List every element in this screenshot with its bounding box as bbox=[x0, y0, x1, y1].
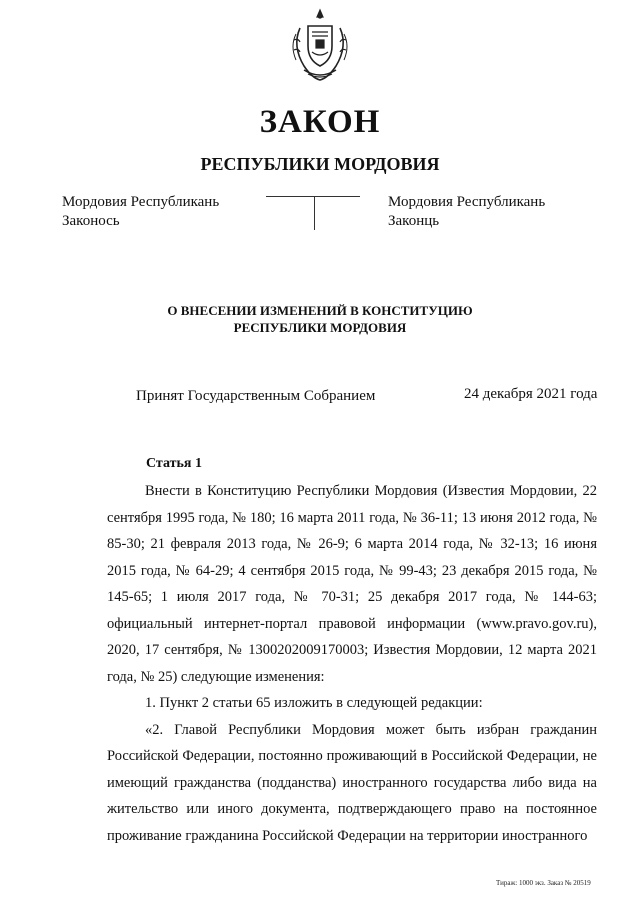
adopted-by: Принят Государственным Собранием bbox=[136, 388, 376, 404]
header-divider-vertical bbox=[314, 196, 315, 230]
left-language-title bbox=[62, 193, 219, 231]
right-language-line2: Законць bbox=[388, 213, 440, 229]
right-language-title bbox=[388, 193, 545, 231]
document-title bbox=[0, 302, 640, 336]
document-title-line2: РЕСПУБЛИКИ МОРДОВИЯ bbox=[233, 320, 407, 335]
right-language-line1: Мордовия Республикань bbox=[388, 194, 546, 210]
article-body bbox=[107, 478, 597, 849]
header-divider-horizontal bbox=[266, 196, 360, 197]
article-paragraph: Внести в Конституцию Республики Мордовия (Известия Мордовии, 22 сентября 1995 года, № 180; 16 марта 2011 года, № 36-11; 13 июня 2012 года, № 85-30; 21 февраля 2013 года, № 26-9; 6 марта 2014 года, № 32-13; 16 июня 2015 года, № 64-29; 4 сентября 2015 года, № 99-43; 23 декабря 2015 года, № 145-65; 1 июля 2017 года, № 70-31; 25 декабря 2017 года, № 144-63; официальный интернет-портал правовой информации (www.pravo.gov.ru), 2020, 17 сентября, № 1300202009170003; Известия Мордовии, 12 марта 2021 года, № 25) следующие изменения: bbox=[107, 483, 597, 685]
document-title-line1: О ВНЕСЕНИИ ИЗМЕНЕНИЙ В КОНСТИТУЦИЮ bbox=[167, 303, 473, 318]
adopted-date: 24 декабря 2021 года bbox=[464, 386, 598, 402]
republic-title: РЕСПУБЛИКИ МОРДОВИЯ bbox=[200, 154, 440, 174]
article-heading: Статья 1 bbox=[146, 456, 202, 471]
article-paragraph: 1. Пункт 2 статьи 65 изложить в следующей редакции: bbox=[145, 695, 483, 711]
article-paragraph: «2. Главой Республики Мордовия может быть избран гражданин Российской Федерации, постоянно проживающий в Российской Федерации, не имеющий гражданства (подданства) иностранного государства либо вида на жительство или иного документа, подтверждающего право на постоянное проживание гражданина Российской Федерации на территории иностранного bbox=[107, 721, 597, 844]
print-note: Тираж: 1000 экз. Заказ № 20519 bbox=[496, 879, 591, 887]
left-language-line1: Мордовия Республикань bbox=[62, 194, 220, 210]
law-title: ЗАКОН bbox=[259, 104, 381, 140]
left-language-line2: Законось bbox=[62, 213, 120, 229]
coat-of-arms-icon bbox=[286, 6, 354, 82]
